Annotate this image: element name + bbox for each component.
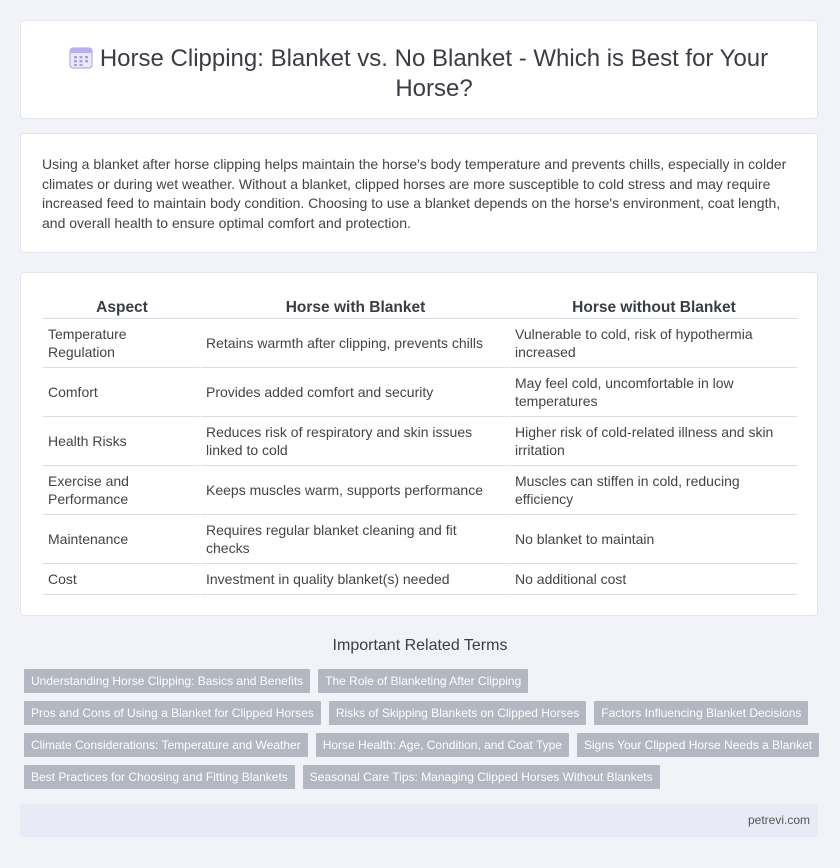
related-term-link[interactable]: Risks of Skipping Blankets on Clipped Horses [329,701,586,725]
cell-without-blanket: Muscles can stiffen in cold, reducing efficiency [510,466,798,515]
cell-with-blanket: Keeps muscles warm, supports performance [201,466,510,515]
table-row [43,515,798,564]
table-row [43,417,798,466]
related-term-link[interactable]: Horse Health: Age, Condition, and Coat Type [316,733,569,757]
cell-without-blanket: Vulnerable to cold, risk of hypothermia increased [510,319,798,368]
cell-with-blanket: Reduces risk of respiratory and skin issues linked to cold [201,417,510,466]
cell-with-blanket: Provides added comfort and security [201,368,510,417]
related-term-link[interactable]: Understanding Horse Clipping: Basics and Benefits [24,669,310,693]
column-header-with-blanket: Horse with Blanket [201,297,510,319]
comparison-table-card [20,272,818,616]
column-header-without-blanket: Horse without Blanket [510,297,798,319]
intro-paragraph: Using a blanket after horse clipping helps maintain the horse's body temperature and prevents chills, especially in colder climates or during wet weather. Without a blanket, clipped horses are more susceptible to cold stress and may require increased feed to maintain body condition. Choosing to use a blanket depends on the horse's environment, coat length, and overall health to ensure optimal comfort and protection. [42,156,787,231]
table-row [43,466,798,515]
comparison-table [43,297,798,595]
related-tags-row [24,701,816,725]
cell-without-blanket: No additional cost [510,564,798,595]
related-term-link[interactable]: Pros and Cons of Using a Blanket for Clipped Horses [24,701,321,725]
cell-aspect: Maintenance [43,515,201,564]
cell-with-blanket: Requires regular blanket cleaning and fit checks [201,515,510,564]
cell-without-blanket: No blanket to maintain [510,515,798,564]
cell-with-blanket: Investment in quality blanket(s) needed [201,564,510,595]
related-tags-row [24,733,827,757]
related-terms-heading: Important Related Terms [332,637,508,654]
cell-aspect: Exercise and Performance [43,466,201,515]
cell-aspect: Cost [43,564,201,595]
column-header-aspect: Aspect [43,297,201,319]
related-term-link[interactable]: Seasonal Care Tips: Managing Clipped Horses Without Blankets [303,765,660,789]
footer-site-link[interactable]: petrevi.com [747,813,810,827]
cell-aspect: Temperature Regulation [43,319,201,368]
cell-aspect: Comfort [43,368,201,417]
table-row [43,368,798,417]
cell-with-blanket: Retains warmth after clipping, prevents chills [201,319,510,368]
related-term-link[interactable]: Climate Considerations: Temperature and Weather [24,733,308,757]
header-card [20,20,818,119]
footer [20,804,818,837]
table-row [43,564,798,595]
related-term-link[interactable]: Signs Your Clipped Horse Needs a Blanket [577,733,819,757]
related-term-link[interactable]: The Role of Blanketing After Clipping [318,669,528,693]
related-tags-row [24,765,668,789]
related-term-link[interactable]: Best Practices for Choosing and Fitting Blankets [24,765,295,789]
cell-aspect: Health Risks [43,417,201,466]
page-title: Horse Clipping: Blanket vs. No Blanket - Which is Best for Your Horse? [99,45,769,102]
cell-without-blanket: May feel cold, uncomfortable in low temperatures [510,368,798,417]
related-term-link[interactable]: Factors Influencing Blanket Decisions [594,701,808,725]
table-header-row [43,297,798,319]
table-row [43,319,798,368]
related-tags-row [24,669,536,693]
cell-without-blanket: Higher risk of cold-related illness and skin irritation [510,417,798,466]
intro-card [20,133,818,253]
